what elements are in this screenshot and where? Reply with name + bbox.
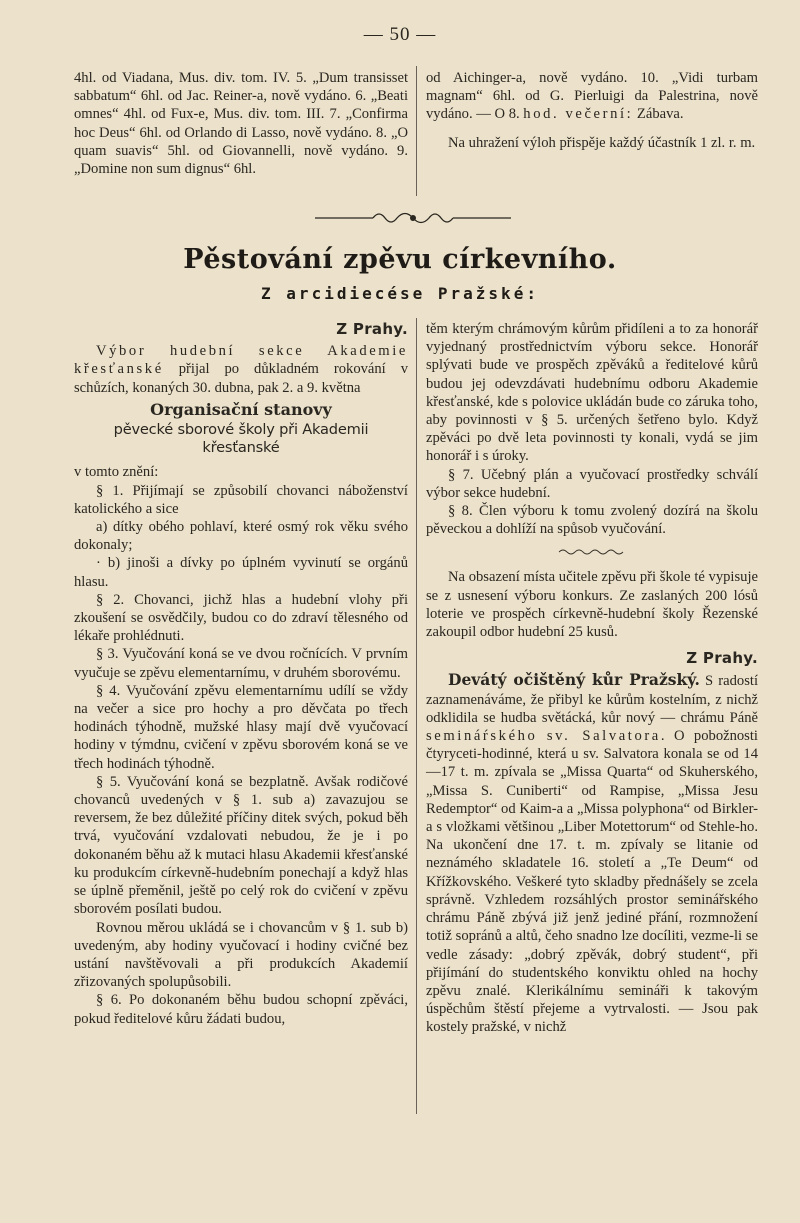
section-7: § 7. Učebný plán a vyučovací prostředky schválí výbor sekce hudební.	[426, 466, 758, 501]
article-space	[537, 728, 546, 744]
column-divider-top	[416, 66, 417, 196]
section-8: § 8. Člen výboru k tomu zvolený dozírá na školu pěveckou a dohlíží na spůsob vyučování.	[426, 503, 758, 538]
article-paragraph	[426, 671, 758, 1036]
section-6: § 6. Po dokonaném běhu budou schopní zpěváci, pokud ředitelové kůru žádati budou,	[74, 992, 408, 1027]
fee-note: Na uhražení výloh přispěje každý účastník 1 zl. r. m.	[448, 134, 756, 151]
left-column	[74, 320, 408, 1028]
program-continuation-right	[426, 69, 758, 152]
program-text-left: 4hl. od Viadana, Mus. div. tom. IV. 5. „Dum transisset sabbatum“ 6hl. od Jac. Reiner-a, nově vydáno. 6. „Beati omnes“ 4hl. od Fux-e, Mus. div. tom. III. 7. „Confirma hoc Deus“ 6hl. od Orlando di Lasso, nově vydáno. 8. „O quam suavis“ 5hl. od Giovannelli, nově vydáno. 9. „Domine non sum dignus“ 6hl.	[74, 70, 408, 178]
wording-line: v tomto znění:	[74, 464, 159, 481]
small-ornament	[426, 544, 758, 558]
statutes-heading: Organisační stanovy	[150, 399, 332, 419]
section-3: § 3. Vyučování koná se ve dvou ročnících. V prvním vyučuje se zpěvu elementarnímu, v druhém sborovému.	[74, 646, 408, 681]
article-spaced-1: semináŕského	[426, 728, 538, 745]
page-number: — 50 —	[363, 24, 437, 45]
program-text-end: Zábava.	[633, 106, 684, 123]
section-1a: a) dítky obého pohlaví, které osmý rok věku svého dokonaly;	[74, 519, 408, 554]
section-5b: Rovnou měrou ukládá se i chovancům v § 1. sub b) uvedeným, aby hodiny vyučovací i hodiny cvičné bez ustání navštěvovali a při produkcích Akademií zřizovaných spolupůsobili.	[74, 919, 408, 991]
wave-ornament-icon	[557, 547, 627, 557]
right-column	[426, 320, 758, 1037]
intro-rest: přijal po důkladném rokování v schůzích, konaných 30. dubna, pak 2. a 9. května	[74, 361, 408, 396]
section-5: § 5. Vyučování koná se bezplatně. Avšak rodičové chovanců uvedených v § 1. sub a) zavazujou se reversem, že bez důležité příčiny ditek svých, pokud běh trvá, vyučování vzdalovati nebudou, že je i po dokonaném běhu až k mutaci hlasu Akademii křesťanské ku produkcím církevně-hudebním ponechají a když hlas se úplně přeměnil, ještě po celý rok do cvičení v zpěvu sborovém posílati budou.	[74, 773, 408, 918]
ornament-divider	[313, 208, 513, 228]
column-divider-main	[416, 318, 417, 1114]
section-1: § 1. Přijímají se způsobilí chovanci náboženství katolického a sice	[74, 482, 408, 517]
place-heading: Z Prahy.	[336, 320, 408, 338]
program-continuation-left	[74, 69, 408, 178]
article-spaced-2: sv. Salvatora	[546, 728, 661, 745]
program-text-right	[426, 69, 758, 124]
lottery-paragraph: Na obsazení místa učitele zpěvu při škole té vypisuje se z usnesení výboru konkurs. Ze zaslaných 200 lósů loterie ve prospěch církevně-hudební školy Řezenské zakoupil odbor hudební 25 kusů.	[426, 569, 758, 641]
program-text-spaced: hod. večerní:	[523, 106, 634, 123]
section-4: § 4. Vyučování zpěvu elementarnímu udílí se vždy na večer a sice pro hochy a pro děvčata po třech hodinách týhodně, mužské hlasy mají dvě vyučovací hodiny v týmdnu, cvičení v zpěvu sborovém koná se ve třech hodinách týhodně.	[74, 682, 408, 772]
article-text-1: S radostí zaznamenáváme, že přibyl ke kůrům kostelním, z nichž odklidila se hudba světácká, kůr nový — chrámu Páně	[426, 673, 759, 726]
section-2: § 2. Chovanci, jichž hlas a hudební vlohy při zkoušení se osvědčily, budou co do zdraví tělesného od lékaře prohlédnuti.	[74, 591, 408, 645]
intro-paragraph	[74, 342, 408, 397]
main-title: Pěstování zpěvu církevního.	[183, 244, 617, 275]
statutes-subheading: pěvecké sborové školy při Akademii křesťanské	[113, 421, 369, 457]
sub-title: Z arcidiecése Pražské:	[261, 284, 539, 303]
article-text-2: . O pobožnosti čtyryceti-hodinné, která u sv. Salvatora konala se od 14—17 t. m. zpívala se „Missa Quarta“ od Skuherského, „Missa S. Cuniberti“ od Rampise, „Missa Jesu Redemptor“ od Kaim-a a „Missa polyphona“ od Birkler-a s vložkami většinou „Liber Motettorum“ od Stehle-ho. Na ukončení dne 17. t. m. zpívaly se litanie od neznámého skladatele 16. století a „Te Deum“ od Křížkovského. Veškeré tyto skladby přednášely se zcela správně. Vzhledem rozsáhlých prostor seminářského chrámu Páně zbývá již jenž jediné přání, rozmnožení totiž sopránů a altů, čeho snadno lze docíliti, vezme-li se vedle zásady: „dobrý zpěvák, dobrý student“, při přijímání do studentského konviktu ohled na hochy zpěvu znalé. Klerikálnímu semináři k takovým úspěchům štěstí přejeme a vytrvalosti. — Jsou pak kostely pražské, v nichž	[426, 728, 758, 1036]
intro-spaced: Výbor hudební sekce Akademie křesťanské	[74, 343, 408, 378]
program-text-part: od Aichinger-a, nově vydáno. 10. „Vidi turbam magnam“ 6hl. od G. Pierluigi da Palestrina, nově vydáno. — O 8.	[426, 70, 758, 123]
place-heading-2: Z Prahy.	[686, 649, 758, 668]
section-6-continued: těm kterým chrámovým kůrům přidíleni a to za honorář vyjednaný prostřednictvím výboru sekce. Honorář splývati bude ve prospěch zpěváků a ředitelové kůrů budou jej odevzdávati hudebnímu odboru Akademie křesťanské, kde s polovice ukládán bude co záruka toho, aby povinnosti v § 5. určených šetřeno bylo. Když zpěváci po dvě leta povinnosti ty konali, vydá se jim honorář i s úroky.	[426, 321, 758, 465]
section-1b: · b) jinoši a dívky po úplném vyvinutí se orgánů hlasu.	[74, 555, 408, 590]
article-heading: Devátý očištěný kůr Pražský.	[448, 670, 700, 690]
